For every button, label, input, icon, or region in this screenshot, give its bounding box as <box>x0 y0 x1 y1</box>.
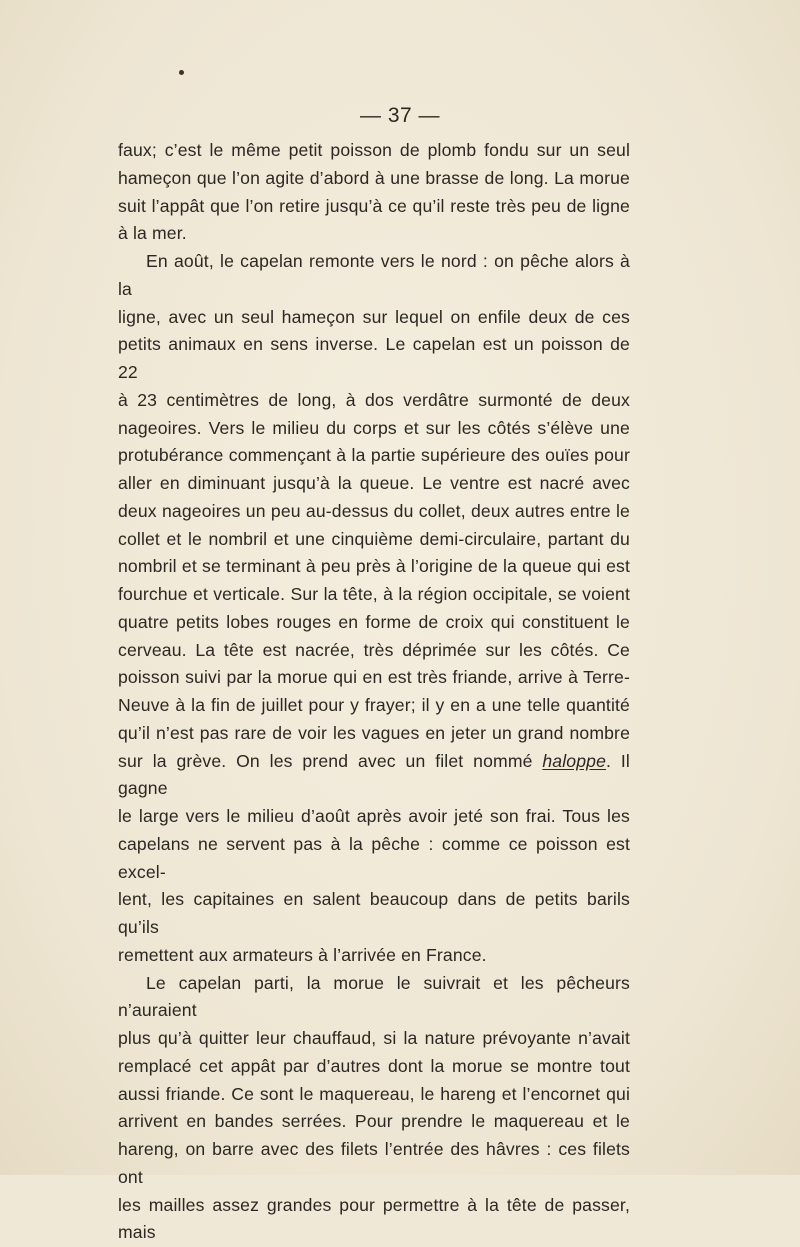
ink-spot <box>179 70 184 75</box>
text-line: nageoires. Vers le milieu du corps et sur les côtés s’élève une <box>118 415 630 443</box>
text-line: capelans ne servent pas à la pêche : comme ce poisson est excel- <box>118 831 630 887</box>
text-line: suit l’appât que l’on retire jusqu’à ce qu’il reste très peu de ligne <box>118 193 630 221</box>
text-line: protubérance commençant à la partie supérieure des ouïes pour <box>118 442 630 470</box>
text-segment: sur la grève. On les prend avec un filet nommé <box>118 751 542 771</box>
text-line: aussi friande. Ce sont le maquereau, le hareng et l’encornet qui <box>118 1081 630 1109</box>
paragraph-2 <box>118 248 630 970</box>
text-line: cerveau. La tête est nacrée, très déprimée sur les côtés. Ce <box>118 637 630 665</box>
text-line: aller en diminuant jusqu’à la queue. Le ventre est nacré avec <box>118 470 630 498</box>
text-line: remplacé cet appât par d’autres dont la morue se montre tout <box>118 1053 630 1081</box>
text-line: poisson suivi par la morue qui en est très friande, arrive à Terre- <box>118 664 630 692</box>
text-line: hameçon que l’on agite d’abord à une brasse de long. La morue <box>118 165 630 193</box>
text-line: à la mer. <box>118 220 630 248</box>
text-line: petits animaux en sens inverse. Le capelan est un poisson de 22 <box>118 331 630 387</box>
text-line: à 23 centimètres de long, à dos verdâtre surmonté de deux <box>118 387 630 415</box>
text-line: arrivent en bandes serrées. Pour prendre le maquereau et le <box>118 1108 630 1136</box>
text-line: le large vers le milieu d’août après avoir jeté son frai. Tous les <box>118 803 630 831</box>
italic-term: haloppe <box>542 751 606 771</box>
text-line: qu’il n’est pas rare de voir les vagues en jeter un grand nombre <box>118 720 630 748</box>
paragraph-3 <box>118 970 630 1247</box>
text-line: nombril et se terminant à peu près à l’origine de la queue qui est <box>118 553 630 581</box>
body-text <box>118 137 630 1247</box>
text-line: Le capelan parti, la morue le suivrait et les pêcheurs n’auraient <box>118 970 630 1026</box>
text-line: ligne, avec un seul hameçon sur lequel on enfile deux de ces <box>118 304 630 332</box>
text-line-with-italic <box>118 748 630 804</box>
text-line: hareng, on barre avec des filets l’entrée des hâvres : ces filets ont <box>118 1136 630 1192</box>
text-line: Neuve à la fin de juillet pour y frayer; il y en a une telle quantité <box>118 692 630 720</box>
text-line: faux; c’est le même petit poisson de plomb fondu sur un seul <box>118 137 630 165</box>
text-line: collet et le nombril et une cinquième demi-circulaire, partant du <box>118 526 630 554</box>
text-line: remettent aux armateurs à l’arrivée en France. <box>118 942 630 970</box>
text-line: deux nageoires un peu au-dessus du collet, deux autres entre le <box>118 498 630 526</box>
text-line: lent, les capitaines en salent beaucoup dans de petits barils qu’ils <box>118 886 630 942</box>
text-line: les mailles assez grandes pour permettre à la tête de passer, mais <box>118 1192 630 1247</box>
text-line: fourchue et verticale. Sur la tête, à la région occipitale, se voient <box>118 581 630 609</box>
text-line: En août, le capelan remonte vers le nord : on pêche alors à la <box>118 248 630 304</box>
text-line: quatre petits lobes rouges en forme de croix qui constituent le <box>118 609 630 637</box>
text-line: plus qu’à quitter leur chauffaud, si la nature prévoyante n’avait <box>118 1025 630 1053</box>
text-segment: . Il gagne <box>118 751 630 799</box>
page-number: — 37 — <box>0 102 800 130</box>
paragraph-1 <box>118 137 630 248</box>
